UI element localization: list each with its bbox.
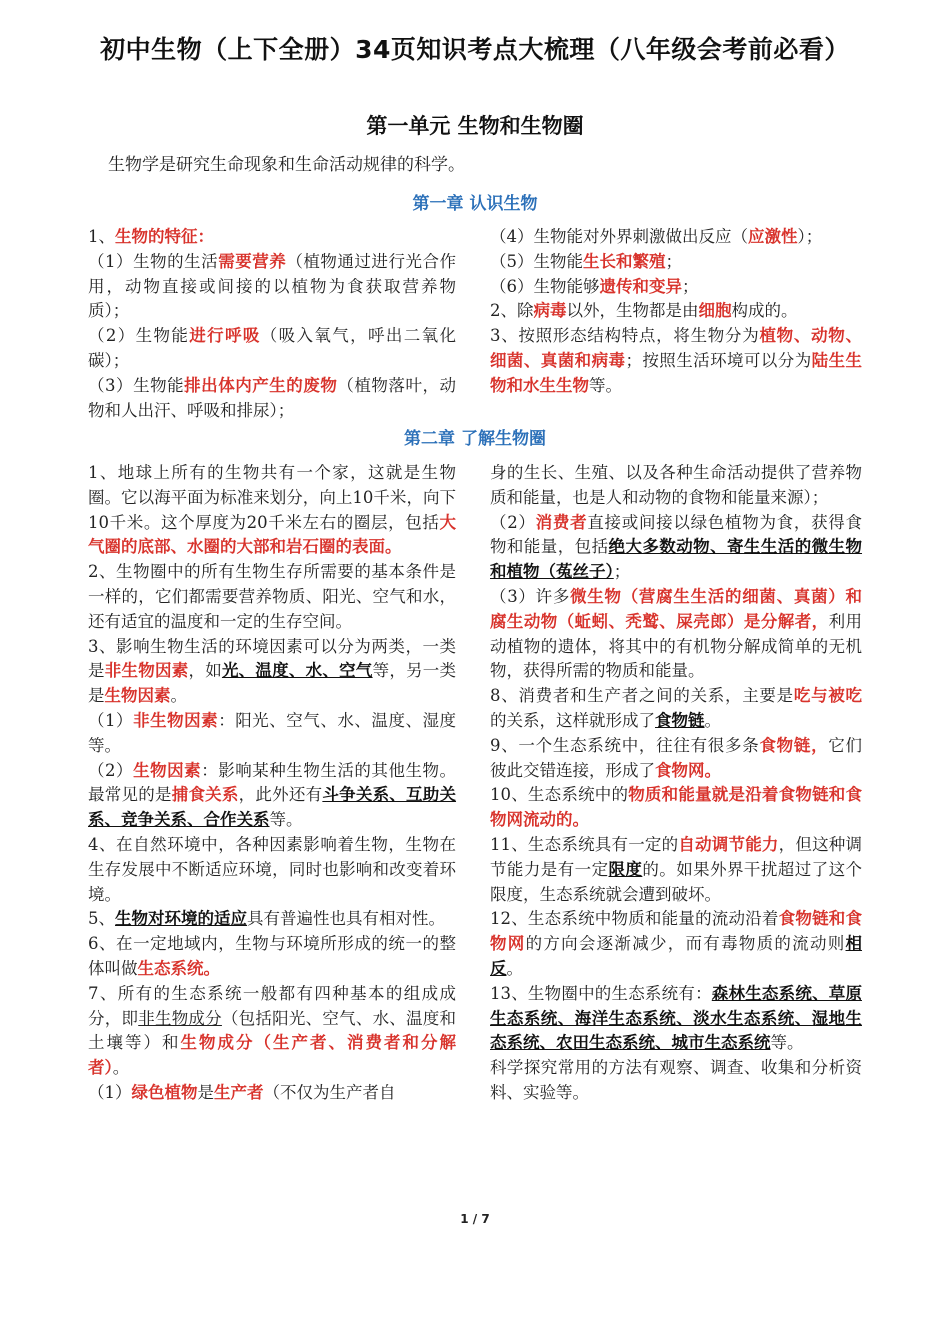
- paragraph: （1）绿色植物是生产者（不仅为生产者自: [88, 1082, 396, 1102]
- chapter-1-title: 第一章 认识生物: [412, 194, 538, 214]
- paragraph: 科学探究常用的方法有观察、调查、收集和分析资料、实验等。: [490, 1058, 862, 1102]
- page-number: 1 / 7: [460, 1212, 490, 1226]
- paragraph: （2）消费者直接或间接以绿色植物为食，获得食物和能量，包括绝大多数动物、寄生生活的微生物和植物（菟丝子）；: [490, 512, 863, 582]
- paragraph: 1、生物的特征：: [88, 227, 214, 246]
- paragraph: （3）许多微生物（营腐生生活的细菌、真菌）和腐生动物（蚯蚓、秃鹫、屎壳郎）是分解者，利用动植物的遗体，将其中的有机物分解成简单的无机物，获得所需的物质和能量。: [490, 586, 863, 681]
- paragraph: 4、在自然环境中，各种因素影响着生物，生物在生存发展中不断适应环境，同时也影响和改变着环境。: [88, 834, 456, 904]
- paragraph: 3、影响生物生活的环境因素可以分为两类，一类是非生物因素，如光、温度、水、空气等，另一类是生物因素。: [88, 636, 457, 706]
- paragraph: 3、按照形态结构特点，将生物分为植物、动物、细菌、真菌和病毒；按照生活环境可以分为陆生生物和水生生物等。: [490, 326, 863, 395]
- chapter-2-right-column: [490, 461, 862, 1106]
- chapter-2-left-column: [88, 461, 456, 1106]
- paragraph: （2）生物因素：影响某种生物生活的其他生物。最常见的是捕食关系，此外还有斗争关系、互助关系、竞争关系、合作关系等。: [88, 760, 457, 830]
- paragraph: 7、所有的生态系统一般都有四种基本的组成成分，即非生物成分（包括阳光、空气、水、温度和土壤等）和生物成分（生产者、消费者和分解者）。: [88, 983, 457, 1078]
- paragraph: 10、生态系统中的物质和能量就是沿着食物链和食物网流动的。: [490, 785, 863, 830]
- unit-title: 第一单元 生物和生物圈: [366, 114, 584, 138]
- paragraph: （1）非生物因素：阳光、空气、水、温度、湿度等。: [88, 710, 457, 755]
- paragraph: 2、除病毒以外，生物都是由细胞构成的。: [490, 301, 798, 321]
- paragraph: 2、生物圈中的所有生物生存所需要的基本条件是一样的，它们都需要营养物质、阳光、空气和水，还有适宜的温度和一定的生存空间。: [88, 562, 456, 631]
- paragraph: 5、生物对环境的适应具有普遍性也具有相对性。: [88, 909, 445, 929]
- chapter-1-right-column: [490, 225, 862, 399]
- paragraph: 11、生态系统具有一定的自动调节能力，但这种调节能力是有一定限度的。如果外界干扰超过了这个限度，生态系统就会遭到破坏。: [490, 834, 863, 904]
- paragraph: 9、一个生态系统中，往往有很多条食物链，它们彼此交错连接，形成了食物网。: [490, 735, 863, 780]
- paragraph: 1、地球上所有的生物共有一个家，这就是生物圈。它以海平面为标准来划分，向上10千米，向下10千米。这个厚度为20千米左右的圈层，包括大气圈的底部、水圈的大部和岩石圈的表面。: [88, 463, 456, 557]
- paragraph: 6、在一定地域内，生物与环境所形成的统一的整体叫做生态系统。: [88, 934, 456, 978]
- chapter-1-left-column: [88, 225, 456, 423]
- paragraph: 8、消费者和生产者之间的关系，主要是吃与被吃的关系，这样就形成了食物链。: [490, 686, 863, 730]
- paragraph: （3）生物能排出体内产生的废物（植物落叶，动物和人出汗、呼吸和排尿）；: [88, 375, 457, 420]
- paragraph: （4）生物能对外界刺激做出反应（应激性）；: [490, 227, 823, 246]
- paragraph: 身的生长、生殖、以及各种生命活动提供了营养物质和能量，也是人和动物的食物和能量来源）；: [490, 463, 862, 507]
- intro-text: 生物学是研究生命现象和生命活动规律的科学。: [108, 155, 465, 175]
- document-title: 初中生物（上下全册）34页知识考点大梳理（八年级会考前必看）: [100, 35, 850, 64]
- paragraph: （2）生物能进行呼吸（吸入氧气，呼出二氧化碳）；: [88, 326, 456, 370]
- paragraph: （5）生物能生长和繁殖；: [490, 251, 682, 271]
- paragraph: （1）生物的生活需要营养（植物通过进行光合作用，动物直接或间接的以植物为食获取营养物质）；: [88, 251, 457, 321]
- paragraph: （6）生物能够遗传和变异；: [490, 276, 699, 296]
- paragraph: 12、生态系统中物质和能量的流动沿着食物链和食物网的方向会逐渐减少，而有毒物质的流动则相反。: [490, 909, 863, 978]
- paragraph: 13、生物圈中的生态系统有：森林生态系统、草原生态系统、海洋生态系统、淡水生态系统、湿地生态系统、农田生态系统、城市生态系统等。: [490, 983, 862, 1053]
- chapter-2-title: 第二章 了解生物圈: [404, 429, 546, 449]
